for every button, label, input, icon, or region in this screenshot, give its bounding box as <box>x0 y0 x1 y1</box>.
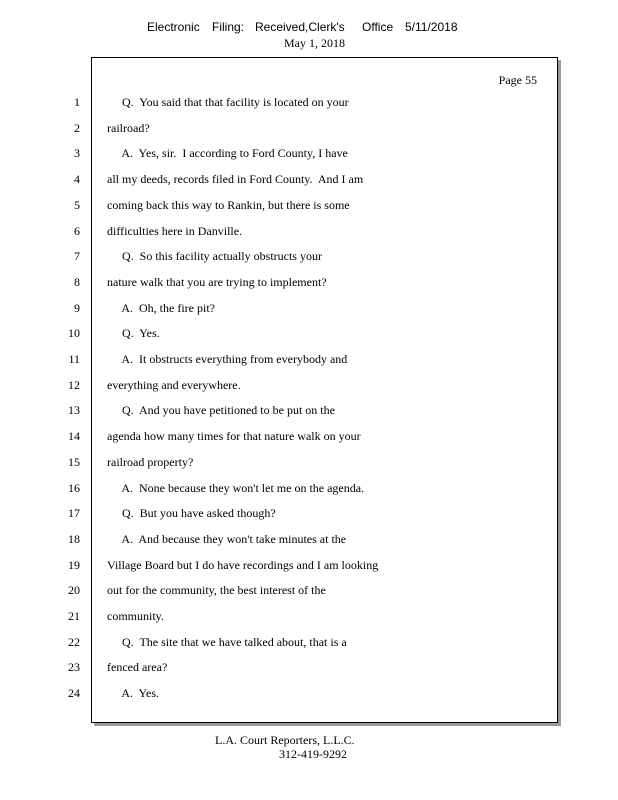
line-number: 13 <box>68 403 80 417</box>
line-number: 16 <box>68 481 80 495</box>
line-number: 5 <box>74 198 80 212</box>
transcript-line: Q. The site that we have talked about, that is a <box>107 635 347 649</box>
line-number: 4 <box>74 172 80 186</box>
transcript-line: agenda how many times for that nature walk on your <box>107 429 361 443</box>
stamp-date: 5/11/2018 <box>405 20 458 34</box>
transcript-line: everything and everywhere. <box>107 378 241 392</box>
transcript-line: A. It obstructs everything from everybody and <box>107 352 348 366</box>
transcript-line: Village Board but I do have recordings and I am looking <box>107 558 379 572</box>
transcript-line: A. Yes. <box>107 686 160 700</box>
transcript-line: community. <box>107 609 164 623</box>
line-number: 21 <box>68 609 80 623</box>
line-number: 17 <box>68 506 80 520</box>
transcript-line: coming back this way to Rankin, but there is some <box>107 198 350 212</box>
line-number: 3 <box>74 146 80 160</box>
transcript-line: difficulties here in Danville. <box>107 224 243 238</box>
transcript-line: nature walk that you are trying to implement? <box>107 275 327 289</box>
transcript-line: fenced area? <box>107 660 168 674</box>
line-number: 6 <box>74 224 80 238</box>
line-number: 1 <box>74 95 80 109</box>
line-number: 14 <box>68 429 80 443</box>
page-number: Page 55 <box>498 73 537 87</box>
line-number: 8 <box>74 275 80 289</box>
transcript-line: railroad? <box>107 121 150 135</box>
line-number: 11 <box>68 352 80 366</box>
line-number: 9 <box>74 301 80 315</box>
transcript-line: A. Yes, sir. I according to Ford County, I have <box>107 146 348 160</box>
line-number: 2 <box>74 121 80 135</box>
line-number: 10 <box>68 326 80 340</box>
stamp-filing: Filing: <box>212 20 245 34</box>
stamp-electronic: Electronic <box>147 20 200 34</box>
line-number: 19 <box>68 558 80 572</box>
line-number: 22 <box>68 635 80 649</box>
footer-phone: 312-419-9292 <box>279 747 347 761</box>
transcript-date: May 1, 2018 <box>284 36 345 50</box>
line-number: 20 <box>68 583 80 597</box>
transcript-line: Q. Yes. <box>107 326 160 340</box>
line-number: 24 <box>68 686 80 700</box>
line-number: 15 <box>68 455 80 469</box>
transcript-line: A. None because they won't let me on the agenda. <box>107 481 365 495</box>
transcript-line: Q. So this facility actually obstructs your <box>107 249 322 263</box>
transcript-line: railroad property? <box>107 455 194 469</box>
transcript-line: out for the community, the best interest of the <box>107 583 326 597</box>
footer-company: L.A. Court Reporters, L.L.C. <box>215 733 355 747</box>
transcript-line: Q. But you have asked though? <box>107 506 276 520</box>
transcript-line: Q. And you have petitioned to be put on the <box>107 403 335 417</box>
line-number: 23 <box>68 660 80 674</box>
line-number: 7 <box>74 249 80 263</box>
transcript-line: all my deeds, records filed in Ford County. And I am <box>107 172 364 186</box>
transcript-line: A. Oh, the fire pit? <box>107 301 215 315</box>
stamp-office: Office <box>362 20 394 34</box>
transcript-line: Q. You said that that facility is located on your <box>107 95 349 109</box>
line-number: 12 <box>68 378 80 392</box>
line-number: 18 <box>68 532 80 546</box>
transcript-line: A. And because they won't take minutes at the <box>107 532 347 546</box>
stamp-received: Received,Clerk's <box>255 20 345 34</box>
